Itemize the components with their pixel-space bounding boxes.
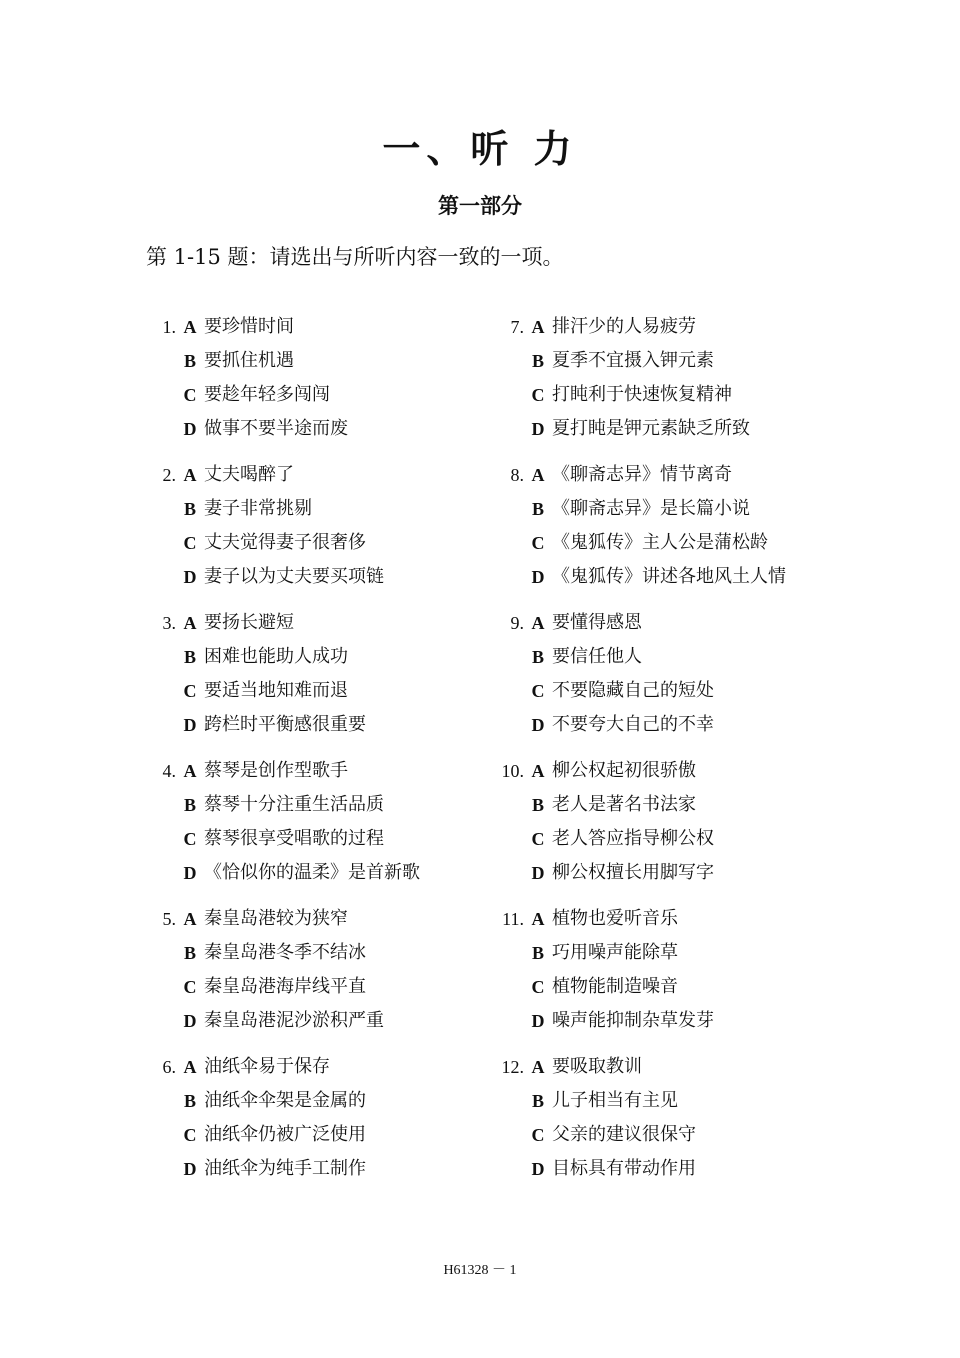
option-text: 不要夸大自己的不幸	[552, 714, 714, 735]
option-row	[490, 674, 786, 708]
question-block	[490, 310, 786, 458]
option-text: 要珍惜时间	[204, 316, 294, 337]
option-text: 蔡琴很享受唱歌的过程	[204, 828, 384, 849]
option-text: 《恰似你的温柔》是首新歌	[204, 862, 420, 883]
option-text: 油纸伞仍被广泛使用	[204, 1124, 366, 1145]
option-text: 老人是著名书法家	[552, 794, 696, 815]
option-text: 不要隐藏自己的短处	[552, 680, 714, 701]
option-text: 要抓住机遇	[204, 350, 294, 371]
option-row	[142, 344, 420, 378]
option-letter: B	[531, 647, 544, 667]
question-block	[142, 1050, 420, 1198]
option-row	[142, 640, 420, 674]
option-letter: C	[531, 385, 545, 405]
option-row	[142, 1118, 420, 1152]
option-row	[142, 754, 420, 788]
option-letter: A	[531, 465, 545, 485]
option-text: 要趁年轻多闯闯	[204, 384, 330, 405]
question-block	[142, 902, 420, 1050]
option-text: 儿子相当有主见	[552, 1090, 678, 1111]
question-block	[490, 458, 786, 606]
option-text: 要懂得感恩	[552, 612, 642, 633]
option-letter: A	[531, 761, 545, 781]
option-row	[490, 412, 786, 446]
option-letter: D	[531, 1159, 545, 1179]
option-row	[142, 788, 420, 822]
question-block	[142, 606, 420, 754]
option-text: 蔡琴是创作型歌手	[204, 760, 348, 781]
option-row	[490, 1084, 786, 1118]
section-title: 第一部分	[438, 193, 522, 218]
option-text: 柳公权擅长用脚写字	[552, 862, 714, 883]
option-text: 巧用噪声能除草	[552, 942, 678, 963]
option-row	[142, 902, 420, 936]
option-text: 做事不要半途而废	[204, 418, 348, 439]
option-row	[142, 708, 420, 742]
option-row	[490, 902, 786, 936]
option-row	[142, 1084, 420, 1118]
option-letter: D	[183, 567, 197, 587]
option-letter: B	[183, 499, 196, 519]
option-letter: D	[531, 567, 545, 587]
option-text: 油纸伞为纯手工制作	[204, 1158, 366, 1179]
option-text: 要吸取教训	[552, 1056, 642, 1077]
option-text: 打盹利于快速恢复精神	[552, 384, 732, 405]
option-row	[490, 1118, 786, 1152]
question-number: 5.	[162, 909, 176, 929]
option-text: 要信任他人	[552, 646, 642, 667]
option-row	[142, 936, 420, 970]
option-letter: A	[531, 909, 545, 929]
option-row	[142, 310, 420, 344]
option-text: 《鬼狐传》主人公是蒲松龄	[552, 532, 768, 553]
option-letter: C	[531, 977, 545, 997]
option-letter: C	[531, 533, 545, 553]
option-text: 要适当地知难而退	[204, 680, 348, 701]
question-column-left	[142, 310, 420, 1198]
option-row	[142, 492, 420, 526]
option-row	[490, 492, 786, 526]
question-number: 9.	[510, 613, 524, 633]
option-row	[142, 378, 420, 412]
option-row	[490, 970, 786, 1004]
option-letter: B	[183, 647, 196, 667]
option-row	[490, 344, 786, 378]
option-letter: B	[183, 351, 196, 371]
option-row	[490, 1050, 786, 1084]
option-text: 要扬长避短	[204, 612, 294, 633]
option-row	[142, 856, 420, 890]
question-number: 7.	[510, 317, 524, 337]
question-column-right	[490, 310, 786, 1198]
question-number: 2.	[162, 465, 176, 485]
option-letter: A	[183, 613, 197, 633]
option-row	[490, 708, 786, 742]
option-letter: A	[183, 761, 197, 781]
option-text: 秦皇岛港泥沙淤积严重	[204, 1010, 384, 1031]
option-row	[490, 856, 786, 890]
question-block	[142, 754, 420, 902]
question-block	[490, 1050, 786, 1198]
option-text: 夏季不宜摄入钾元素	[552, 350, 714, 371]
option-row	[490, 378, 786, 412]
question-number: 12.	[501, 1057, 524, 1077]
question-number: 10.	[501, 761, 524, 781]
option-letter: A	[531, 613, 545, 633]
option-row	[142, 1004, 420, 1038]
option-row	[142, 458, 420, 492]
option-row	[490, 1152, 786, 1186]
option-letter: C	[531, 829, 545, 849]
option-letter: C	[183, 681, 197, 701]
page-title: 一、听 力	[382, 126, 578, 171]
option-row	[490, 560, 786, 594]
question-number: 4.	[162, 761, 176, 781]
option-letter: B	[183, 795, 196, 815]
option-row	[490, 640, 786, 674]
question-block	[142, 458, 420, 606]
option-letter: A	[183, 465, 197, 485]
question-block	[490, 606, 786, 754]
option-letter: B	[531, 1091, 544, 1111]
question-number: 1.	[162, 317, 176, 337]
question-block	[490, 902, 786, 1050]
option-letter: C	[183, 385, 197, 405]
option-text: 油纸伞易于保存	[204, 1056, 330, 1077]
page-footer: H61328 － 1	[443, 1263, 517, 1278]
option-text: 跨栏时平衡感很重要	[204, 714, 366, 735]
option-letter: B	[531, 943, 544, 963]
question-block	[490, 754, 786, 902]
option-row	[142, 970, 420, 1004]
option-text: 妻子非常挑剔	[204, 498, 312, 519]
option-text: 老人答应指导柳公权	[552, 828, 714, 849]
option-letter: D	[183, 419, 197, 439]
option-letter: B	[183, 1091, 196, 1111]
option-text: 油纸伞伞架是金属的	[204, 1090, 366, 1111]
option-letter: D	[531, 419, 545, 439]
option-letter: D	[183, 715, 197, 735]
option-row	[490, 754, 786, 788]
instruction-text: 第 1-15 题：请选出与所听内容一致的一项。	[146, 245, 564, 269]
option-text: 柳公权起初很骄傲	[552, 760, 696, 781]
option-letter: A	[183, 909, 197, 929]
option-text: 植物也爱听音乐	[552, 908, 678, 929]
question-number: 8.	[510, 465, 524, 485]
option-row	[142, 560, 420, 594]
option-row	[142, 1050, 420, 1084]
option-text: 植物能制造噪音	[552, 976, 678, 997]
option-text: 噪声能抑制杂草发芽	[552, 1010, 714, 1031]
option-row	[142, 606, 420, 640]
option-text: 父亲的建议很保守	[552, 1124, 696, 1145]
option-letter: C	[183, 533, 197, 553]
option-text: 目标具有带动作用	[552, 1158, 696, 1179]
option-letter: C	[531, 1125, 545, 1145]
option-row	[490, 936, 786, 970]
option-row	[142, 674, 420, 708]
option-text: 秦皇岛港较为狭窄	[204, 908, 348, 929]
option-text: 《鬼狐传》讲述各地风土人情	[552, 566, 786, 587]
option-row	[490, 458, 786, 492]
option-letter: A	[183, 317, 197, 337]
option-row	[142, 822, 420, 856]
question-number: 11.	[502, 909, 524, 929]
option-letter: C	[183, 1125, 197, 1145]
option-letter: C	[183, 977, 197, 997]
question-number: 6.	[162, 1057, 176, 1077]
option-letter: D	[183, 1011, 197, 1031]
question-number: 3.	[162, 613, 176, 633]
option-text: 秦皇岛港海岸线平直	[204, 976, 366, 997]
option-row	[142, 526, 420, 560]
option-letter: B	[531, 795, 544, 815]
option-text: 排汗少的人易疲劳	[552, 316, 696, 337]
option-text: 丈夫喝醉了	[204, 464, 294, 485]
option-text: 蔡琴十分注重生活品质	[204, 794, 384, 815]
option-letter: A	[531, 1057, 545, 1077]
option-row	[490, 822, 786, 856]
option-text: 《聊斋志异》情节离奇	[552, 464, 732, 485]
option-text: 秦皇岛港冬季不结冰	[204, 942, 366, 963]
question-block	[142, 310, 420, 458]
option-row	[490, 310, 786, 344]
option-row	[142, 412, 420, 446]
option-letter: D	[531, 863, 545, 883]
option-letter: D	[183, 1159, 197, 1179]
option-letter: B	[531, 351, 544, 371]
option-row	[490, 526, 786, 560]
option-row	[490, 788, 786, 822]
option-letter: C	[531, 681, 545, 701]
option-row	[490, 1004, 786, 1038]
option-letter: A	[531, 317, 545, 337]
option-letter: D	[531, 1011, 545, 1031]
option-letter: A	[183, 1057, 197, 1077]
option-text: 夏打盹是钾元素缺乏所致	[552, 418, 750, 439]
option-text: 丈夫觉得妻子很奢侈	[204, 532, 366, 553]
option-row	[142, 1152, 420, 1186]
option-letter: D	[531, 715, 545, 735]
option-letter: D	[183, 863, 197, 883]
option-letter: C	[183, 829, 197, 849]
option-text: 妻子以为丈夫要买项链	[204, 566, 384, 587]
option-letter: B	[531, 499, 544, 519]
option-row	[490, 606, 786, 640]
option-text: 《聊斋志异》是长篇小说	[552, 498, 750, 519]
option-letter: B	[183, 943, 196, 963]
option-text: 困难也能助人成功	[204, 646, 348, 667]
